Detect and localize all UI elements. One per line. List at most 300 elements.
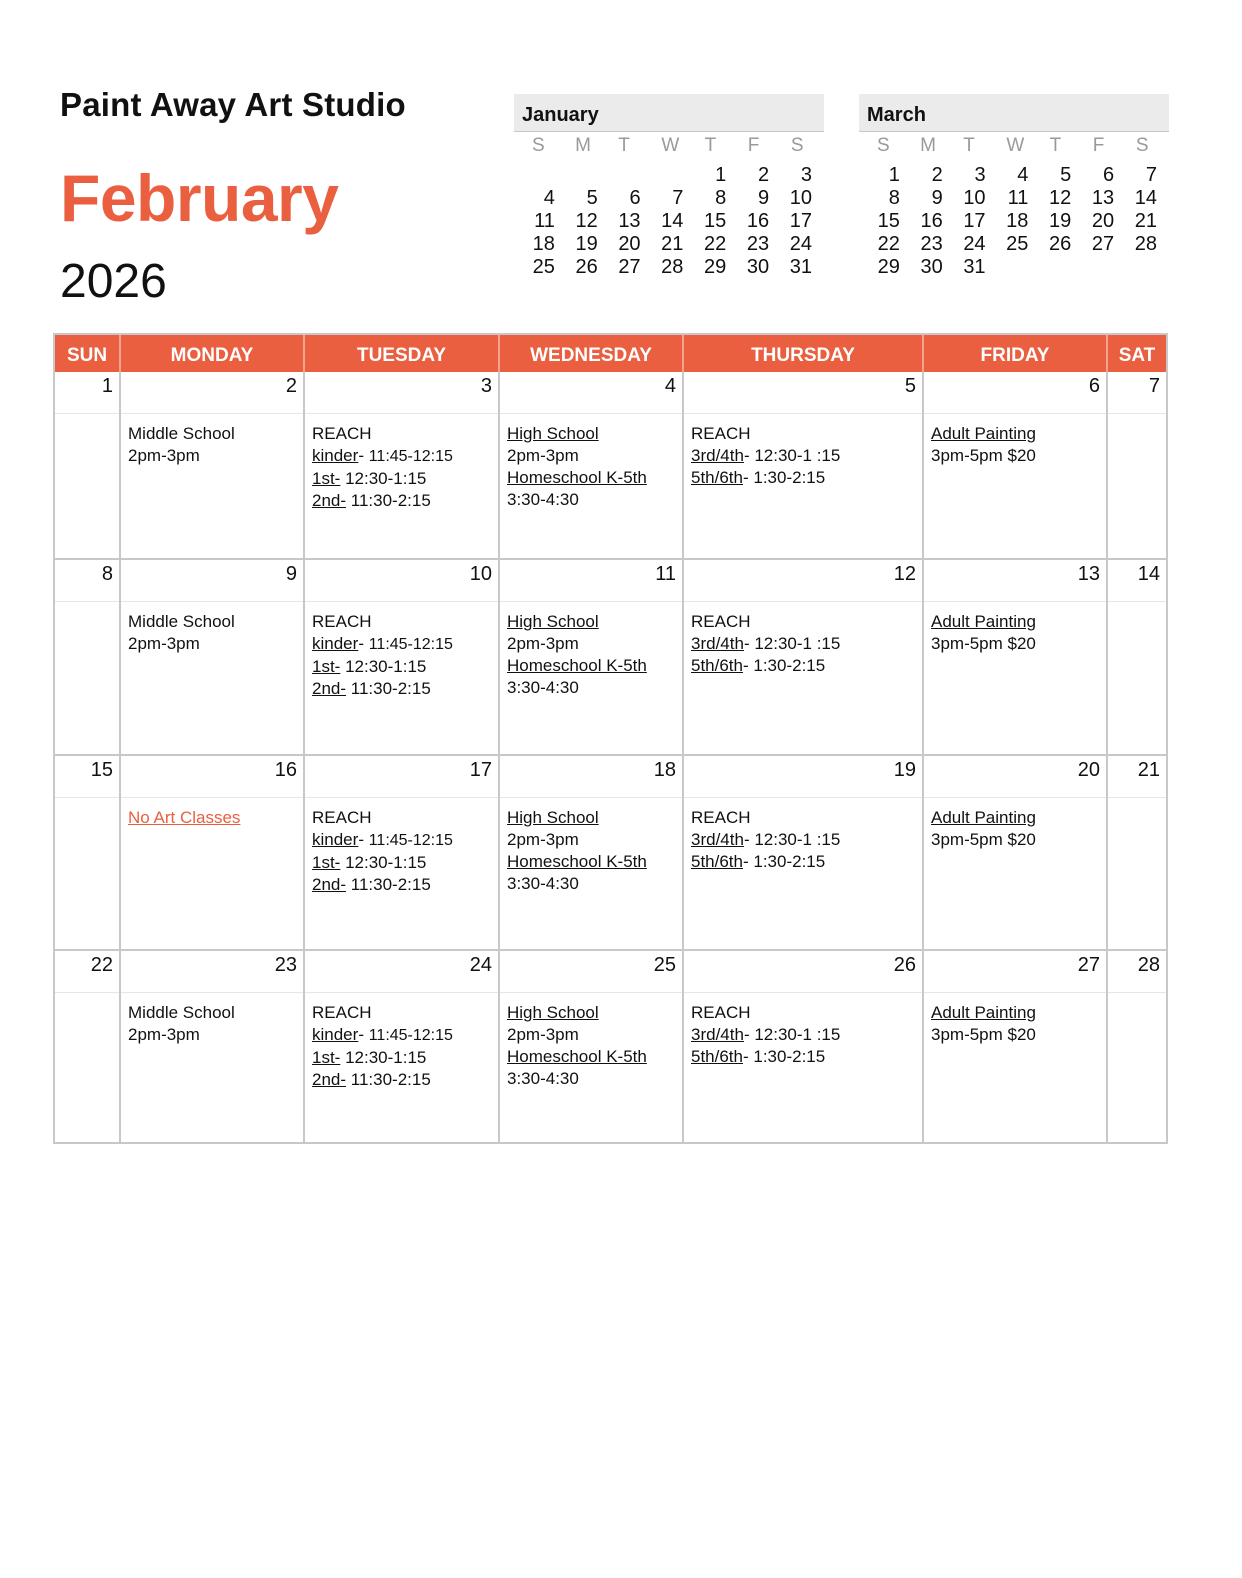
- day-events: [684, 602, 922, 677]
- event-text: 3pm-5pm $20: [931, 446, 1036, 465]
- day-events: [55, 602, 119, 611]
- day-events: [684, 798, 922, 873]
- day-events: [500, 798, 682, 895]
- mini-weekday: S: [532, 135, 545, 156]
- mini-day: 15: [704, 210, 727, 232]
- mini-day: 8: [715, 187, 727, 209]
- calendar-week-row: [55, 558, 1166, 754]
- day-number: 7: [1108, 372, 1166, 414]
- mini-day: 3: [800, 164, 812, 186]
- day-number: 3: [305, 372, 498, 414]
- event-text: kinder: [312, 446, 359, 465]
- calendar-day-cell: [682, 560, 922, 754]
- event-text: 12:30-1:15: [340, 469, 427, 488]
- event-text: 11:45-12:15: [368, 1027, 453, 1044]
- event-line: [931, 445, 1106, 467]
- event-line: [931, 1002, 1106, 1024]
- event-text: 3rd/4th: [691, 1025, 744, 1044]
- mini-weekday: T: [618, 135, 630, 156]
- event-line: [691, 1046, 922, 1068]
- event-line: [312, 1024, 498, 1047]
- mini-day: 27: [1091, 233, 1115, 255]
- calendar-day-cell: [922, 560, 1106, 754]
- day-number: 8: [55, 560, 119, 602]
- day-number: 14: [1108, 560, 1166, 602]
- day-events: [500, 602, 682, 699]
- mini-day: 4: [1017, 164, 1029, 186]
- day-events: [121, 798, 303, 829]
- event-text: Adult Painting: [931, 612, 1036, 631]
- event-text: High School: [507, 612, 599, 631]
- event-text: - 1:30-2:15: [743, 852, 826, 871]
- calendar-day-cell: [303, 756, 498, 949]
- event-line: [312, 1069, 498, 1091]
- mini-day: 25: [1006, 233, 1029, 255]
- event-text: Adult Painting: [931, 1003, 1036, 1022]
- day-number: 27: [924, 951, 1106, 993]
- event-text: 12:30-1:15: [340, 1048, 427, 1067]
- month-title: February: [60, 161, 339, 235]
- event-text: - 1:30-2:15: [743, 468, 826, 487]
- day-events: [924, 602, 1106, 655]
- mini-day: 7: [672, 187, 684, 209]
- mini-weekday: M: [920, 135, 936, 156]
- day-number: 24: [305, 951, 498, 993]
- calendar-day-cell: [119, 560, 303, 754]
- mini-weekday: T: [1049, 135, 1062, 156]
- mini-day: 3: [974, 164, 986, 186]
- mini-day: 14: [1134, 187, 1157, 209]
- mini-day: 6: [629, 187, 641, 209]
- event-text: High School: [507, 1003, 599, 1022]
- event-text: kinder: [312, 634, 359, 653]
- event-line: [128, 611, 303, 633]
- mini-day: 10: [789, 187, 812, 209]
- mini-calendar-days: [514, 160, 824, 279]
- day-number: 20: [924, 756, 1106, 798]
- mini-day: 28: [1134, 233, 1157, 255]
- mini-day: 29: [877, 256, 900, 278]
- day-number: 18: [500, 756, 682, 798]
- mini-day: 18: [1006, 210, 1029, 232]
- event-text: 3rd/4th: [691, 830, 744, 849]
- event-text: REACH: [691, 1003, 751, 1022]
- calendar-day-cell: [119, 756, 303, 949]
- event-text: 2nd-: [312, 491, 347, 510]
- event-line: [507, 423, 682, 445]
- day-events: [500, 414, 682, 511]
- event-text: 3rd/4th: [691, 634, 744, 653]
- event-text: -: [358, 830, 369, 849]
- day-number: 9: [121, 560, 303, 602]
- mini-weekday: S: [877, 135, 890, 156]
- mini-calendar-title: March: [859, 94, 1169, 132]
- mini-day: 18: [532, 233, 555, 255]
- event-line: [507, 807, 682, 829]
- calendar-day-cell: [1106, 560, 1166, 754]
- mini-weekday: S: [790, 135, 804, 156]
- mini-day: 9: [758, 187, 770, 209]
- day-events: [305, 602, 498, 700]
- mini-weekday: S: [1135, 135, 1149, 156]
- mini-day: 21: [661, 233, 684, 255]
- weekday-header-row: [55, 335, 1166, 372]
- day-events: [55, 993, 119, 1002]
- event-line: [128, 1024, 303, 1046]
- day-events: [55, 798, 119, 807]
- event-text: 5th/6th: [691, 656, 743, 675]
- weekday-header: MONDAY: [119, 335, 303, 376]
- mini-day: 26: [1049, 233, 1072, 255]
- mini-day-empty: [518, 164, 561, 187]
- event-text: 5th/6th: [691, 852, 743, 871]
- day-number: 13: [924, 560, 1106, 602]
- mini-day: 23: [920, 233, 943, 255]
- event-line: [507, 611, 682, 633]
- day-number: 1: [55, 372, 119, 414]
- mini-day: 23: [746, 233, 770, 255]
- event-line: [691, 1024, 922, 1046]
- mini-day: 24: [963, 233, 986, 255]
- event-text: 12:30-1:15: [340, 853, 427, 872]
- event-text: Middle School: [128, 424, 235, 443]
- day-number: 16: [121, 756, 303, 798]
- event-line: [507, 1024, 682, 1046]
- event-line: [691, 423, 922, 445]
- mini-day: 6: [1103, 164, 1115, 186]
- event-text: 11:45-12:15: [368, 448, 453, 465]
- event-text: 11:30-2:15: [346, 491, 431, 510]
- calendar-week-row: [55, 372, 1166, 558]
- event-line: [312, 656, 498, 678]
- event-text: 3:30-4:30: [507, 1069, 579, 1088]
- mini-day: 12: [575, 210, 598, 232]
- event-text: REACH: [691, 612, 751, 631]
- mini-day: 2: [931, 164, 943, 186]
- day-events: [1108, 602, 1166, 611]
- day-events: [924, 993, 1106, 1046]
- day-events: [1108, 993, 1166, 1002]
- event-line: [312, 445, 498, 468]
- event-line: [312, 1047, 498, 1069]
- event-text: - 12:30-1 :15: [743, 1025, 841, 1044]
- calendar-day-cell: [682, 951, 922, 1143]
- day-number: 6: [924, 372, 1106, 414]
- calendar-day-cell: [498, 756, 682, 949]
- event-text: REACH: [691, 424, 751, 443]
- event-text: 2pm-3pm: [507, 830, 579, 849]
- event-line: [312, 490, 498, 512]
- mini-day: 22: [704, 233, 727, 255]
- event-line: [507, 677, 682, 699]
- event-text: REACH: [312, 612, 372, 631]
- mini-day: 19: [575, 233, 598, 255]
- event-line: [691, 1002, 922, 1024]
- mini-calendar-weekdays: [859, 132, 1169, 160]
- day-number: 19: [684, 756, 922, 798]
- weekday-header: FRIDAY: [922, 335, 1106, 376]
- mini-day: 26: [575, 256, 598, 278]
- event-line: [312, 874, 498, 896]
- day-events: [1108, 798, 1166, 807]
- event-line: [507, 873, 682, 895]
- event-text: 11:30-2:15: [346, 875, 431, 894]
- day-events: [924, 414, 1106, 467]
- mini-day: 25: [532, 256, 555, 278]
- mini-day: 5: [586, 187, 598, 209]
- day-events: [305, 798, 498, 896]
- day-events: [684, 993, 922, 1068]
- calendar-day-cell: [682, 756, 922, 949]
- event-line: [128, 445, 303, 467]
- calendar-day-cell: [1106, 372, 1166, 558]
- event-text: 1st-: [312, 1048, 341, 1067]
- studio-name: Paint Away Art Studio: [60, 86, 406, 123]
- day-number: 17: [305, 756, 498, 798]
- mini-weekday: W: [1006, 135, 1025, 156]
- day-number: 26: [684, 951, 922, 993]
- mini-calendar-title: January: [514, 94, 824, 132]
- mini-weekday: F: [1092, 135, 1105, 156]
- mini-day: 2: [758, 164, 770, 186]
- calendar-day-cell: [498, 372, 682, 558]
- event-text: 1st-: [312, 853, 341, 872]
- day-number: 12: [684, 560, 922, 602]
- event-text: High School: [507, 808, 599, 827]
- mini-day: 17: [963, 210, 986, 232]
- mini-weekday: M: [575, 135, 591, 156]
- event-text: 3pm-5pm $20: [931, 1025, 1036, 1044]
- event-line: [507, 1068, 682, 1090]
- event-line: [507, 489, 682, 511]
- calendar-day-cell: [922, 951, 1106, 1143]
- event-text: 3:30-4:30: [507, 874, 579, 893]
- mini-day-empty: [604, 164, 647, 187]
- mini-day-empty: [647, 164, 690, 187]
- mini-day: 21: [1134, 210, 1157, 232]
- mini-day: 24: [789, 233, 812, 255]
- event-line: [128, 807, 303, 829]
- mini-day: 7: [1145, 164, 1157, 186]
- event-line: [312, 807, 498, 829]
- weekday-header: SUN: [66, 345, 108, 366]
- event-line: [312, 633, 498, 656]
- calendar-day-cell: [1106, 756, 1166, 949]
- calendar-day-cell: [498, 560, 682, 754]
- mini-weekday: F: [747, 135, 760, 156]
- event-line: [931, 1024, 1106, 1046]
- day-events: [500, 993, 682, 1090]
- event-text: 3pm-5pm $20: [931, 830, 1036, 849]
- event-line: [507, 445, 682, 467]
- event-line: [312, 678, 498, 700]
- event-text: 2nd-: [312, 679, 347, 698]
- day-number: 2: [121, 372, 303, 414]
- event-line: [128, 1002, 303, 1024]
- calendar-day-cell: [303, 372, 498, 558]
- day-number: 22: [55, 951, 119, 993]
- event-text: 2pm-3pm: [507, 634, 579, 653]
- event-text: 2pm-3pm: [128, 446, 200, 465]
- calendar-day-cell: [922, 372, 1106, 558]
- mini-calendar-january: [514, 94, 824, 279]
- event-line: [312, 468, 498, 490]
- day-events: [1108, 414, 1166, 423]
- mini-day: 30: [746, 256, 770, 278]
- event-text: Adult Painting: [931, 808, 1036, 827]
- calendar-day-cell: [682, 372, 922, 558]
- event-line: [507, 1002, 682, 1024]
- event-text: 11:45-12:15: [368, 832, 453, 849]
- day-number: 21: [1108, 756, 1166, 798]
- mini-day: 5: [1060, 164, 1072, 186]
- calendar-week-row: [55, 949, 1166, 1143]
- event-line: [507, 633, 682, 655]
- mini-day: 8: [888, 187, 900, 209]
- mini-calendar-weekdays: [514, 132, 824, 160]
- event-line: [312, 611, 498, 633]
- day-number: 5: [684, 372, 922, 414]
- event-text: 1st-: [312, 469, 341, 488]
- mini-day: 1: [715, 164, 727, 186]
- day-events: [121, 414, 303, 467]
- day-events: [121, 993, 303, 1046]
- mini-day: 1: [888, 164, 900, 186]
- event-line: [931, 807, 1106, 829]
- calendar-week-row: [55, 754, 1166, 949]
- event-text: 3rd/4th: [691, 446, 744, 465]
- event-line: [128, 633, 303, 655]
- event-line: [691, 467, 922, 489]
- event-text: Homeschool K-5th: [507, 656, 647, 675]
- day-events: [55, 414, 119, 423]
- mini-weekday: W: [661, 135, 680, 156]
- calendar-day-cell: [922, 756, 1106, 949]
- event-text: 5th/6th: [691, 468, 743, 487]
- event-text: 5th/6th: [691, 1047, 743, 1066]
- weekday-header: THURSDAY: [682, 335, 922, 376]
- event-text: No Art Classes: [128, 808, 241, 827]
- event-line: [691, 611, 922, 633]
- weekday-header: SAT: [1106, 335, 1166, 376]
- weekday-header: WEDNESDAY: [498, 335, 682, 376]
- mini-day: 15: [877, 210, 900, 232]
- calendar-day-cell: [1106, 951, 1166, 1143]
- mini-day: 17: [789, 210, 812, 232]
- event-text: - 12:30-1 :15: [743, 634, 841, 653]
- day-events: [305, 414, 498, 512]
- day-events: [924, 798, 1106, 851]
- event-text: 3:30-4:30: [507, 490, 579, 509]
- event-line: [691, 851, 922, 873]
- year-label: 2026: [60, 255, 167, 308]
- event-text: REACH: [312, 808, 372, 827]
- event-text: 11:30-2:15: [346, 679, 431, 698]
- event-line: [128, 423, 303, 445]
- calendar-day-cell: [55, 756, 119, 949]
- event-text: REACH: [312, 1003, 372, 1022]
- event-line: [507, 851, 682, 873]
- day-events: [684, 414, 922, 489]
- day-number: 11: [500, 560, 682, 602]
- event-text: 12:30-1:15: [340, 657, 427, 676]
- mini-day: 20: [618, 233, 641, 255]
- event-text: Middle School: [128, 1003, 235, 1022]
- event-text: REACH: [691, 808, 751, 827]
- event-text: 2pm-3pm: [128, 634, 200, 653]
- event-text: Homeschool K-5th: [507, 468, 647, 487]
- mini-day: 29: [704, 256, 727, 278]
- weekday-header: TUESDAY: [303, 335, 498, 376]
- mini-day-empty: [561, 164, 604, 187]
- calendar-day-cell: [119, 372, 303, 558]
- mini-day: 11: [1007, 187, 1029, 209]
- event-line: [931, 829, 1106, 851]
- event-text: Middle School: [128, 612, 235, 631]
- event-text: 2pm-3pm: [507, 1025, 579, 1044]
- event-line: [507, 467, 682, 489]
- event-text: 2nd-: [312, 1070, 347, 1089]
- mini-weekday: T: [704, 135, 717, 156]
- event-line: [691, 829, 922, 851]
- mini-day: 30: [920, 256, 943, 278]
- day-number: 23: [121, 951, 303, 993]
- mini-day: 31: [963, 256, 986, 278]
- event-text: 11:45-12:15: [368, 636, 453, 653]
- event-text: 2nd-: [312, 875, 347, 894]
- event-line: [312, 1002, 498, 1024]
- event-text: Homeschool K-5th: [507, 852, 647, 871]
- calendar-day-cell: [303, 951, 498, 1143]
- day-number: 25: [500, 951, 682, 993]
- mini-day: 9: [931, 187, 943, 209]
- calendar-day-cell: [119, 951, 303, 1143]
- mini-day: 16: [746, 210, 770, 232]
- event-text: 2pm-3pm: [128, 1025, 200, 1044]
- mini-day: 12: [1049, 187, 1072, 209]
- calendar-day-cell: [498, 951, 682, 1143]
- event-line: [691, 445, 922, 467]
- event-text: 3:30-4:30: [507, 678, 579, 697]
- mini-day: 19: [1049, 210, 1072, 232]
- event-text: 2pm-3pm: [507, 446, 579, 465]
- mini-calendar-days: [859, 160, 1169, 279]
- mini-day: 31: [789, 256, 812, 278]
- day-number: 28: [1108, 951, 1166, 993]
- mini-day: 27: [618, 256, 641, 278]
- calendar-day-cell: [55, 372, 119, 558]
- event-line: [312, 829, 498, 852]
- month-calendar-grid: [53, 333, 1168, 1144]
- event-line: [507, 655, 682, 677]
- mini-day: 13: [1091, 187, 1115, 209]
- event-text: -: [358, 446, 369, 465]
- weeks-container: [55, 372, 1166, 1143]
- event-line: [507, 1046, 682, 1068]
- mini-day: 4: [543, 187, 555, 209]
- mini-day: 11: [534, 210, 555, 232]
- event-text: - 12:30-1 :15: [743, 446, 841, 465]
- mini-day: 10: [963, 187, 986, 209]
- event-line: [931, 611, 1106, 633]
- mini-calendar-march: [859, 94, 1169, 279]
- mini-day: 14: [661, 210, 684, 232]
- event-text: - 12:30-1 :15: [743, 830, 841, 849]
- event-text: 1st-: [312, 657, 341, 676]
- event-text: kinder: [312, 830, 359, 849]
- mini-day: 20: [1091, 210, 1115, 232]
- event-line: [931, 633, 1106, 655]
